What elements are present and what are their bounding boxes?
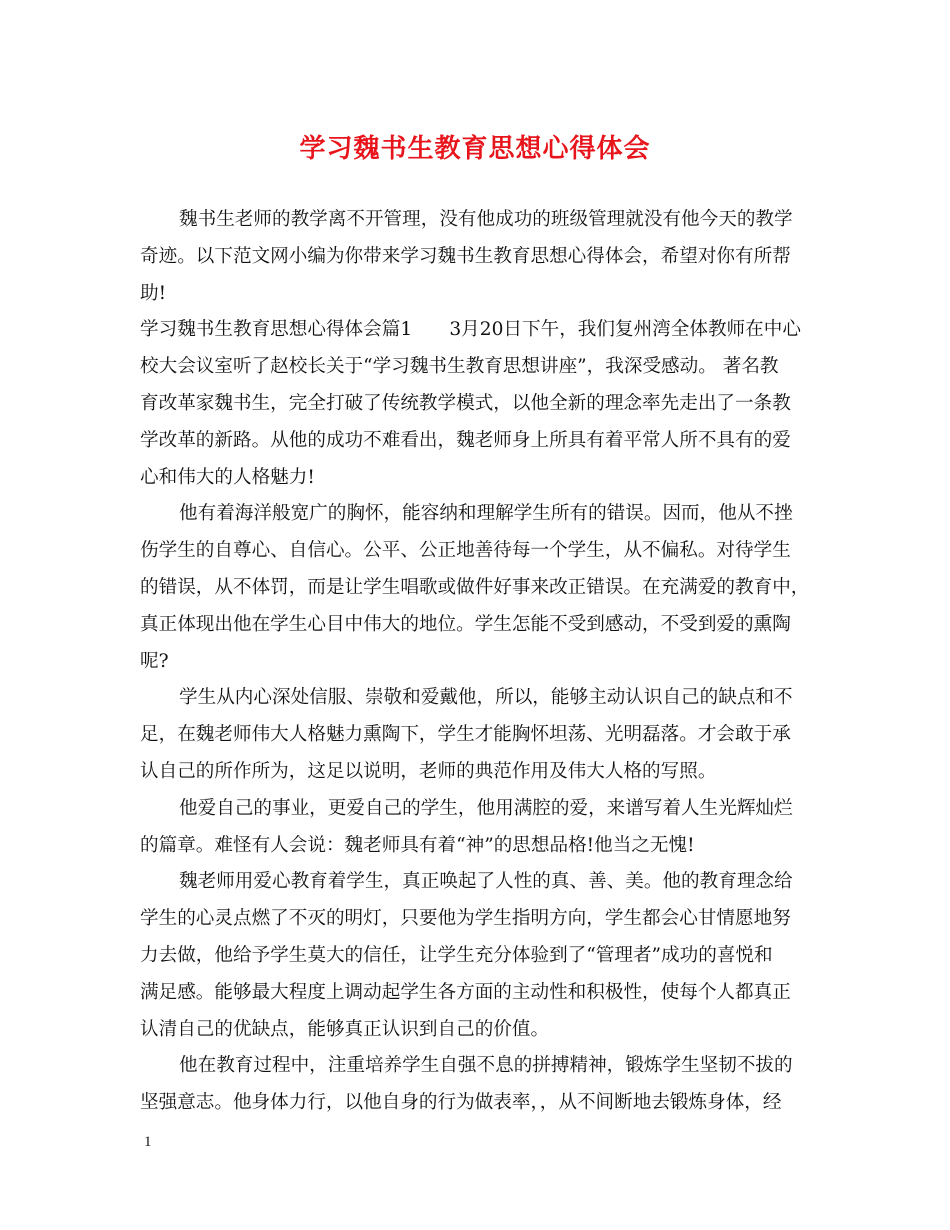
text-line: 伤学生的自尊心、自信心。公平、公正地善待每一个学生，从不偏私。对待学生 xyxy=(140,540,791,562)
text-line: 助! xyxy=(140,282,167,304)
document-body xyxy=(140,202,812,1122)
text-line: 校大会议室听了赵校长关于“学习魏书生教育思想讲座”，我深受感动。 著名教 xyxy=(140,356,779,378)
text-line: 魏老师用爱心教育着学生，真正唤起了人性的真、善、美。他的教育理念给 xyxy=(179,871,793,893)
text-line: 认自己的所作所为，这足以说明，老师的典范作用及伟大人格的写照。 xyxy=(140,760,717,782)
text-line: 育改革家魏书生，完全打破了传统教学模式，以他全新的理念率先走出了一条教 xyxy=(140,392,791,414)
text-line: 学改革的新路。从他的成功不难看出，魏老师身上所具有着平常人所不具有的爱 xyxy=(140,429,791,451)
text-line: 呢? xyxy=(140,650,169,672)
text-line: 足，在魏老师伟大人格魅力熏陶下，学生才能胸怀坦荡、光明磊落。才会敢于承 xyxy=(140,724,791,746)
text-line: 他爱自己的事业，更爱自己的学生，他用满腔的爱，来谱写着人生光辉灿烂 xyxy=(179,797,793,819)
text-line: 学生从内心深处信服、崇敬和爱戴他，所以，能够主动认识自己的缺点和不 xyxy=(179,687,793,709)
text-line: 的错误，从不体罚，而是让学生唱歌或做件好事来改正错误。在充满爱的教育中， xyxy=(140,576,810,598)
page-number: 1 xyxy=(144,1134,152,1150)
text-line: 学习魏书生教育思想心得体会篇1 3月20日下午，我们复州湾全体教师在中心 xyxy=(140,319,801,341)
document-title: 学习魏书生教育思想心得体会 xyxy=(299,134,651,164)
text-line: 满足感。能够最大程度上调动起学生各方面的主动性和积极性，使每个人都真正 xyxy=(140,981,791,1003)
text-line: 真正体现出他在学生心目中伟大的地位。学生怎能不受到感动，不受到爱的熏陶 xyxy=(140,613,791,635)
text-line: 坚强意志。他身体力行，以他自身的行为做表率，，从不间断地去锻炼身体，经 xyxy=(140,1092,782,1114)
text-line: 的篇章。难怪有人会说：魏老师具有着“神”的思想品格!他当之无愧! xyxy=(140,834,695,856)
text-line: 认清自己的优缺点，能够真正认识到自己的价值。 xyxy=(140,1018,550,1040)
text-line: 学生的心灵点燃了不灭的明灯，只要他为学生指明方向，学生都会心甘情愿地努 xyxy=(140,908,791,930)
text-line: 力去做，他给予学生莫大的信任，让学生充分体验到了“管理者”成功的喜悦和 xyxy=(140,944,773,966)
text-line: 心和伟大的人格魅力! xyxy=(140,466,315,488)
text-line: 魏书生老师的教学离不开管理，没有他成功的班级管理就没有他今天的教学 xyxy=(179,209,793,230)
text-line: 他有着海洋般宽广的胸怀，能容纳和理解学生所有的错误。因而，他从不挫 xyxy=(179,503,793,525)
text-line: 他在教育过程中，注重培养学生自强不息的拼搏精神，锻炼学生坚韧不拔的 xyxy=(179,1055,793,1077)
text-line: 奇迹。以下范文网小编为你带来学习魏书生教育思想心得体会，希望对你有所帮 xyxy=(140,245,791,267)
